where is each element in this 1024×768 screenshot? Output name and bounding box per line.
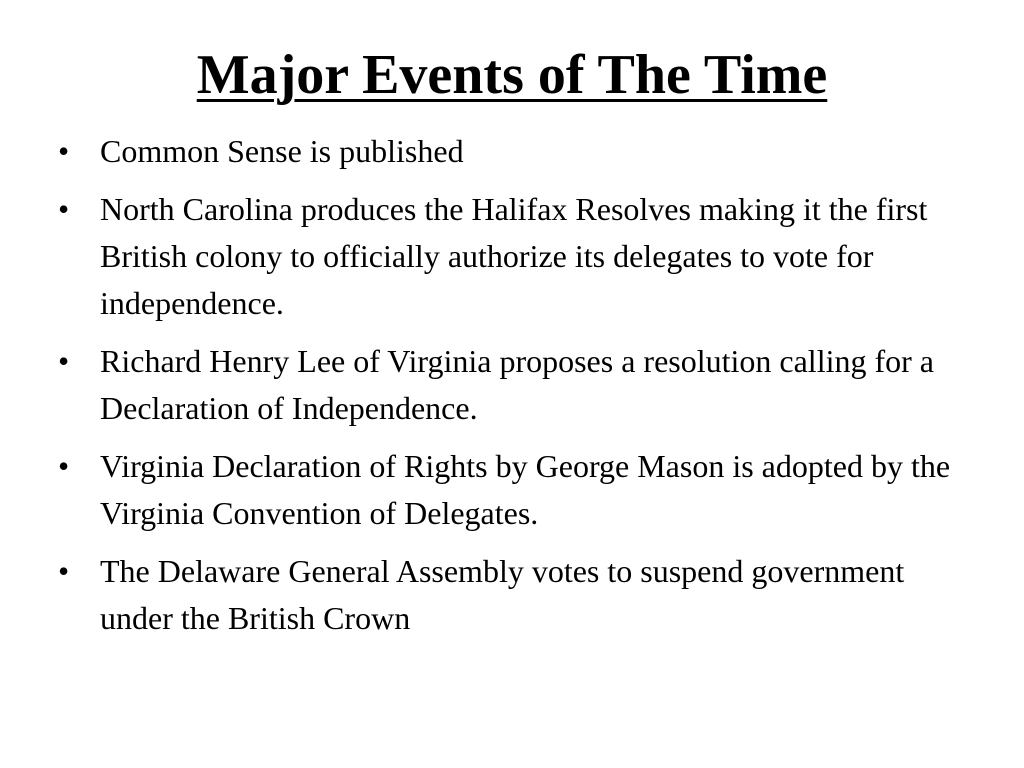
slide-title: Major Events of The Time bbox=[196, 44, 828, 106]
bullet-text: Richard Henry Lee of Virginia proposes a resolution calling for a Declaration of Independence. bbox=[100, 343, 934, 426]
bullet-list bbox=[58, 128, 958, 653]
bullet-text: Common Sense is published bbox=[100, 133, 464, 169]
bullet-marker: • bbox=[58, 133, 70, 169]
bullet-item bbox=[58, 338, 958, 432]
bullet-marker: • bbox=[58, 343, 70, 379]
bullet-text: Virginia Declaration of Rights by George Mason is adopted by the Virginia Convention of Delegates. bbox=[100, 448, 951, 531]
bullet-item bbox=[58, 548, 958, 642]
bullet-marker: • bbox=[58, 553, 70, 589]
bullet-marker: • bbox=[58, 191, 70, 227]
bullet-text: North Carolina produces the Halifax Resolves making it the first British colony to officially authorize its delegates to vote for independence. bbox=[100, 191, 928, 321]
bullet-item bbox=[58, 443, 958, 537]
bullet-marker: • bbox=[58, 448, 70, 484]
bullet-item bbox=[58, 128, 958, 175]
bullet-item bbox=[58, 186, 958, 327]
bullet-text: The Delaware General Assembly votes to suspend government under the British Crown bbox=[100, 553, 905, 636]
